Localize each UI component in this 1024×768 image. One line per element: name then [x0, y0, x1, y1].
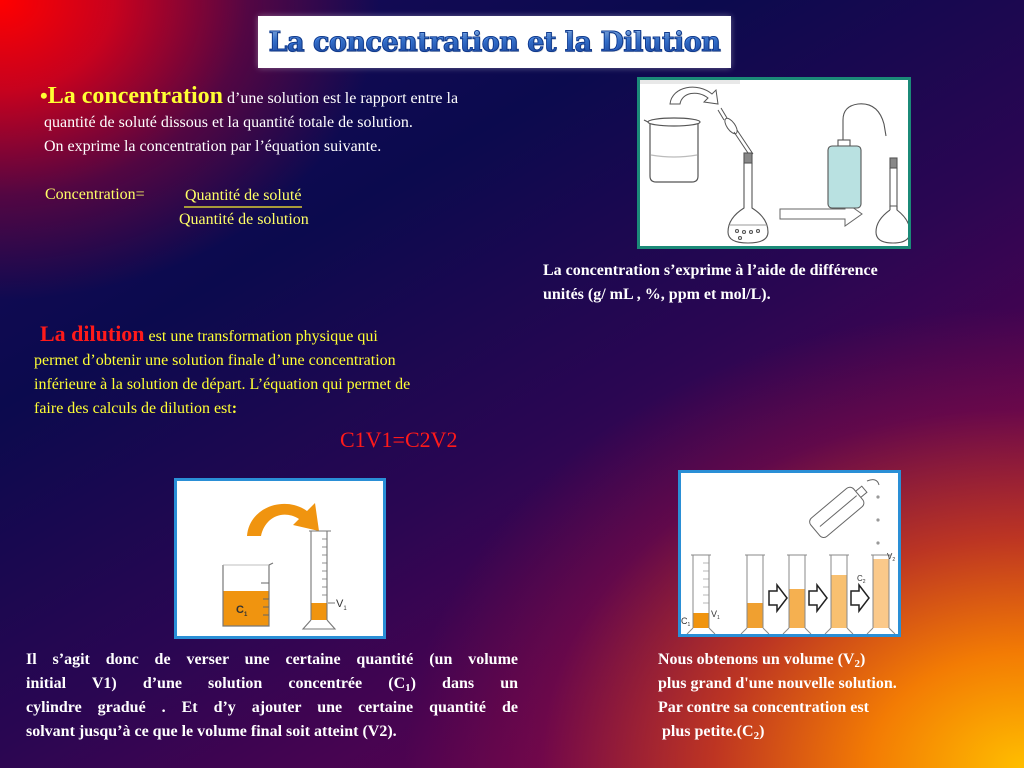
dilution-definition	[34, 322, 524, 421]
concentration-line-1-rest: d’une solution est le rapport entre la	[223, 90, 459, 107]
result-line-4	[658, 720, 998, 744]
pipette-icon	[718, 108, 753, 156]
concentration-definition	[40, 84, 580, 159]
result-line-1-b: )	[859, 651, 866, 668]
bullet-icon: •	[40, 83, 48, 108]
dilution-term: La dilution	[40, 321, 145, 346]
result-line-1	[658, 648, 998, 672]
dilution-procedure-text	[26, 648, 518, 744]
cylinder-v1-label: $V_1$	[336, 598, 347, 612]
graduated-cylinder-icon	[681, 555, 720, 634]
graduated-cylinder-icon	[783, 555, 811, 634]
water-drops	[876, 495, 879, 544]
right-arrow-icon	[809, 585, 827, 611]
wash-bottle-icon	[808, 480, 879, 540]
dilution-line-4	[34, 397, 524, 421]
units-caption-line-2: unités (g/ mL , %, ppm et mol/L).	[543, 286, 771, 303]
right-arrow-icon	[769, 585, 787, 611]
dilution-colon: :	[231, 400, 238, 417]
concentration-line-3: On exprime la concentration par l’équation suivante.	[44, 138, 382, 155]
result-line-1-a: Nous obtenons un volume (V	[658, 651, 855, 668]
title-box	[258, 16, 731, 68]
subscript: 2	[753, 730, 760, 742]
figure-transfer-to-cylinder	[174, 478, 386, 639]
result-line-4-b: )	[759, 723, 765, 740]
dilution-line-2: permet d’obtenir une solution finale d’une concentration	[34, 352, 396, 369]
figure-dilution-steps	[678, 470, 901, 637]
volumetric-flask-icon	[876, 158, 908, 243]
graduated-cylinder-icon	[741, 555, 769, 634]
dilution-line-1-rest: est une transformation physique qui	[144, 328, 378, 345]
dilution-result-text	[658, 648, 998, 744]
slide-title: La concentration et la Dilution	[268, 26, 721, 58]
procedure-line-2-a: initial V1) d’une solution concentrée (C	[26, 675, 406, 692]
c2-label: $C_2$	[857, 574, 866, 585]
result-line-4-a: plus petite.(C	[658, 723, 754, 740]
graduated-cylinder-icon	[825, 555, 853, 634]
subscript: 2	[854, 658, 860, 670]
formula-lhs: Concentration=	[45, 186, 145, 203]
procedure-line-2-b: ) dans un	[410, 675, 518, 692]
beaker-icon	[644, 118, 700, 182]
result-line-2: plus grand d'une nouvelle solution.	[658, 675, 897, 692]
beaker-icon	[223, 563, 273, 626]
figure-solution-preparation	[637, 77, 911, 249]
concentration-term: La concentration	[47, 83, 224, 109]
curved-arrow-icon	[247, 503, 319, 536]
concentration-line-1	[40, 84, 580, 111]
wash-bottle-icon	[828, 104, 886, 208]
c1-v1-label: $V_1$	[711, 609, 720, 621]
procedure-line-1: Il s’agit donc de verser une certaine quantité (un volume	[26, 651, 518, 668]
volumetric-flask-icon	[728, 153, 768, 243]
procedure-line-3: cylindre gradué . Et d’y ajouter une certaine quantité de	[26, 699, 518, 716]
dilution-line-4-text: faire des calculs de dilution est	[34, 400, 232, 417]
formula-denominator: Quantité de solution	[179, 211, 309, 228]
formula-numerator: Quantité de soluté	[184, 186, 302, 208]
c1-label: $C_1$	[681, 616, 691, 628]
curved-arrow-icon	[670, 87, 718, 104]
beaker-c1-label: $C_1$	[236, 604, 248, 618]
graduated-cylinder-icon	[303, 531, 347, 629]
procedure-line-4: solvant jusqu’à ce que le volume final soit atteint (V2).	[26, 723, 397, 740]
concentration-line-2: quantité de soluté dissous et la quantité totale de solution.	[44, 114, 413, 131]
subscript: 1	[405, 682, 411, 694]
dilution-line-1	[34, 322, 524, 349]
units-caption-line-1: La concentration s’exprime à l’aide de différence	[543, 262, 878, 279]
v2-label: $V_2$	[887, 552, 896, 563]
procedure-line-2	[26, 672, 518, 696]
dilution-equation: C1V1=C2V2	[340, 427, 458, 452]
dilution-line-3: inférieure à la solution de départ. L’équation qui permet de	[34, 376, 411, 393]
result-line-3: Par contre sa concentration est	[658, 699, 869, 716]
right-arrow-icon	[851, 585, 869, 611]
units-caption	[543, 259, 983, 307]
